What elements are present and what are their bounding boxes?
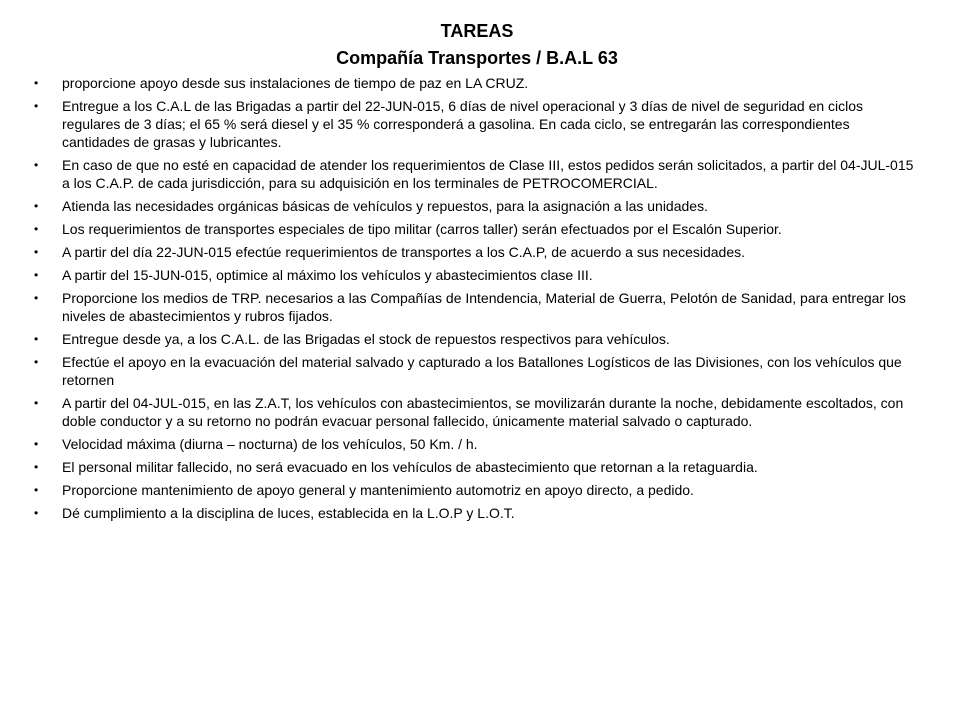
- task-text: Atienda las necesidades orgánicas básicas de vehículos y repuestos, para la asignación a las unidades.: [62, 198, 708, 214]
- slide-subtitle: Compañía Transportes / B.A.L 63: [336, 48, 618, 68]
- bullet-icon: •: [34, 245, 39, 259]
- bullet-icon: •: [34, 158, 39, 172]
- task-item: [34, 197, 920, 215]
- slide-title: TAREAS: [440, 21, 514, 41]
- task-text: proporcione apoyo desde sus instalaciones de tiempo de paz en LA CRUZ.: [62, 75, 529, 91]
- task-item: [34, 435, 920, 453]
- task-text: Entregue desde ya, a los C.A.L. de las Brigadas el stock de repuestos respectivos para vehículos.: [62, 331, 670, 347]
- bullet-icon: •: [34, 332, 39, 346]
- bullet-icon: •: [34, 268, 39, 282]
- bullet-icon: •: [34, 483, 39, 497]
- task-text: A partir del día 22-JUN-015 efectúe requerimientos de transportes a los C.A.P, de acuerdo a sus necesidades.: [62, 244, 746, 260]
- bullet-icon: •: [34, 199, 39, 213]
- task-item: [34, 353, 920, 389]
- task-text: El personal militar fallecido, no será evacuado en los vehículos de abastecimiento que retornan a la retaguardia.: [62, 459, 758, 475]
- task-text: A partir del 04-JUL-015, en las Z.A.T, los vehículos con abastecimientos, se movilizarán durante la noche, debidamente escoltados, con doble conductor y a su retorno no podrán evacuar personal fallecido, únicamente material salvado o capturado.: [62, 395, 904, 429]
- bullet-icon: •: [34, 76, 39, 90]
- task-text: Efectúe el apoyo en la evacuación del material salvado y capturado a los Batallones Logísticos de las Divisiones, con los vehículos que retornen: [62, 354, 902, 388]
- bullet-icon: •: [34, 291, 39, 305]
- bullet-icon: •: [34, 506, 39, 520]
- task-text: Velocidad máxima (diurna – nocturna) de los vehículos, 50 Km. / h.: [62, 436, 478, 452]
- task-text: Proporcione mantenimiento de apoyo general y mantenimiento automotriz en apoyo directo, a pedido.: [62, 482, 694, 498]
- bullet-icon: •: [34, 222, 39, 236]
- task-item: [34, 481, 920, 499]
- task-item: [34, 458, 920, 476]
- task-item: [34, 220, 920, 238]
- task-item: [34, 266, 920, 284]
- task-item: [34, 394, 920, 430]
- task-list: [34, 74, 920, 522]
- task-text: Dé cumplimiento a la disciplina de luces, establecida en la L.O.P y L.O.T.: [62, 505, 515, 521]
- task-text: Proporcione los medios de TRP. necesarios a las Compañías de Intendencia, Material de Guerra, Pelotón de Sanidad, para entregar los niveles de abastecimientos y rubros fijados.: [62, 290, 906, 324]
- bullet-icon: •: [34, 99, 39, 113]
- bullet-icon: •: [34, 355, 39, 369]
- task-item: [34, 289, 920, 325]
- task-text: Los requerimientos de transportes especiales de tipo militar (carros taller) serán efectuados por el Escalón Superior.: [62, 221, 782, 237]
- task-item: [34, 97, 920, 151]
- bullet-icon: •: [34, 437, 39, 451]
- task-item: [34, 156, 920, 192]
- task-text: En caso de que no esté en capacidad de atender los requerimientos de Clase III, estos pedidos serán solicitados, a partir del 04-JUL-015 a los C.A.P. de cada jurisdicción, para su adquisición en los terminales de PETROCOMERCIAL.: [62, 157, 914, 191]
- task-item: [34, 74, 920, 92]
- task-item: [34, 330, 920, 348]
- bullet-icon: •: [34, 396, 39, 410]
- task-text: A partir del 15-JUN-015, optimice al máximo los vehículos y abastecimientos clase III.: [62, 267, 593, 283]
- bullet-icon: •: [34, 460, 39, 474]
- task-text: Entregue a los C.A.L de las Brigadas a partir del 22-JUN-015, 6 días de nivel operacional y 3 días de nivel de seguridad en ciclos regulares de 3 días; el 65 % será diesel y el 35 % corresponderá a gasolina. En cada ciclo, se entregarán las correspondientes cantidades de grasas y lubricantes.: [62, 98, 864, 150]
- task-item: [34, 243, 920, 261]
- task-item: [34, 504, 920, 522]
